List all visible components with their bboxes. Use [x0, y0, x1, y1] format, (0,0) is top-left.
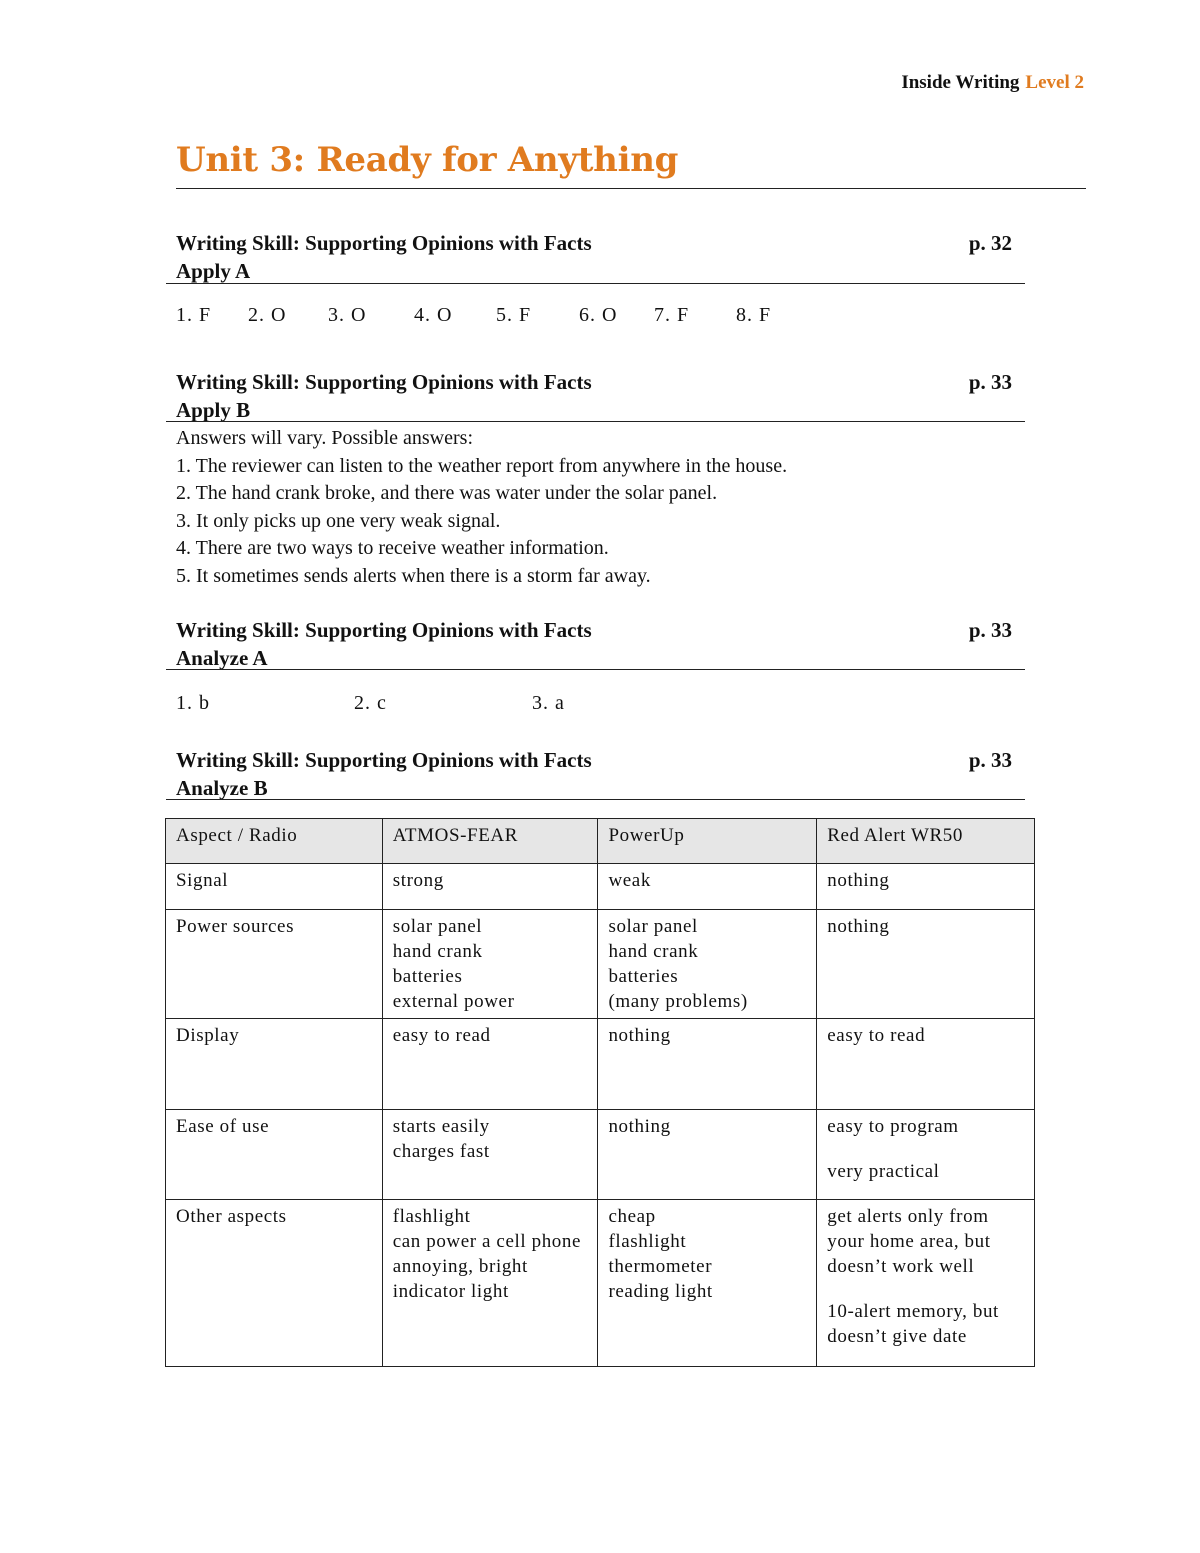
redalert-cell: [817, 1200, 1035, 1367]
activity-title: Apply A: [176, 259, 251, 283]
powerup-cell: [598, 1019, 817, 1110]
cell-line: charges fast: [392, 1141, 490, 1162]
aspect-cell: Ease of use: [166, 1110, 383, 1200]
cell-line: flashlight: [392, 1206, 471, 1227]
section-divider: [166, 669, 1025, 670]
answer-item: 3. a: [532, 692, 565, 714]
cell-line: starts easily: [392, 1116, 490, 1137]
aspect-cell: Signal: [166, 864, 383, 910]
cell-line: nothing: [608, 1116, 671, 1137]
answer-item: 7. F: [654, 304, 690, 326]
column-header: ATMOS-FEAR: [382, 819, 598, 864]
cell-line: easy to read: [827, 1025, 926, 1046]
cell-line: easy to program: [827, 1116, 959, 1137]
atmos-cell: [382, 864, 598, 910]
redalert-cell: [817, 910, 1035, 1019]
cell-line: nothing: [827, 916, 890, 937]
page-reference: p. 33: [968, 618, 1012, 642]
answer-line: 3. It only picks up one very weak signal.: [176, 509, 501, 532]
atmos-cell: [382, 910, 598, 1019]
skill-title: Writing Skill: Supporting Opinions with Facts: [176, 748, 592, 772]
answer-line: 2. The hand crank broke, and there was water under the solar panel.: [176, 482, 718, 504]
answer-intro: Answers will vary. Possible answers:: [176, 427, 474, 449]
column-header: PowerUp: [598, 819, 817, 864]
cell-line: hand crank: [392, 941, 483, 962]
answer-item: 4. O: [414, 304, 453, 326]
redalert-cell: [817, 1019, 1035, 1110]
skill-title: Writing Skill: Supporting Opinions with Facts: [176, 231, 592, 255]
cell-spacer: [827, 1139, 1024, 1159]
table-header-row: [166, 819, 1035, 864]
running-header: [901, 72, 1084, 94]
cell-line: external power: [392, 991, 515, 1012]
answer-item: 2. c: [354, 692, 387, 714]
section-heading-analyze-b: [176, 746, 1012, 802]
aspect-cell: Display: [166, 1019, 383, 1110]
answer-line: 4. There are two ways to receive weather information.: [176, 537, 609, 559]
table-row: [166, 1200, 1035, 1367]
page-reference: p. 33: [968, 370, 1012, 394]
column-header: Red Alert WR50: [817, 819, 1035, 864]
cell-line: solar panel: [608, 916, 698, 937]
cell-line: thermometer: [608, 1256, 713, 1277]
section-divider: [166, 799, 1025, 800]
answer-item: 5. F: [496, 304, 532, 326]
table-row: [166, 1019, 1035, 1110]
section-heading-apply-b: [176, 368, 1012, 424]
cell-line: can power a cell phone: [392, 1231, 582, 1252]
atmos-cell: [382, 1200, 598, 1367]
table-row: [166, 864, 1035, 910]
section-divider: [166, 421, 1025, 422]
answer-item: 3. O: [328, 304, 367, 326]
cell-line: easy to read: [392, 1025, 491, 1046]
section-heading-apply-a: [176, 229, 1012, 285]
activity-title: Analyze A: [176, 646, 268, 670]
answer-item: 8. F: [736, 304, 772, 326]
table-row: [166, 910, 1035, 1019]
cell-line: 10-alert memory, but doesn’t give date: [827, 1301, 999, 1347]
cell-line: batteries: [392, 966, 463, 987]
cell-line: weak: [608, 870, 651, 891]
activity-title: Analyze B: [176, 776, 268, 800]
redalert-cell: [817, 864, 1035, 910]
cell-line: cheap: [608, 1206, 656, 1227]
apply-b-answers: [176, 425, 787, 590]
powerup-cell: [598, 1110, 817, 1200]
cell-line: very practical: [827, 1161, 940, 1182]
cell-line: reading light: [608, 1281, 713, 1302]
cell-line: strong: [392, 870, 444, 891]
page-reference: p. 32: [968, 231, 1012, 255]
book-title: Inside Writing: [901, 72, 1020, 93]
cell-spacer: [827, 1279, 1024, 1299]
atmos-cell: [382, 1110, 598, 1200]
powerup-cell: [598, 864, 817, 910]
column-header: Aspect / Radio: [166, 819, 383, 864]
powerup-cell: [598, 1200, 817, 1367]
cell-line: (many problems): [608, 991, 748, 1012]
powerup-cell: [598, 910, 817, 1019]
section-heading-analyze-a: [176, 616, 1012, 672]
answer-item: 1. b: [176, 692, 210, 714]
section-divider: [166, 283, 1025, 284]
cell-line: hand crank: [608, 941, 699, 962]
cell-line: annoying, bright indicator light: [392, 1256, 528, 1302]
cell-line: nothing: [827, 870, 890, 891]
aspect-cell: Power sources: [166, 910, 383, 1019]
cell-line: get alerts only from your home area, but doesn’t work well: [827, 1206, 991, 1277]
cell-line: nothing: [608, 1025, 671, 1046]
table-row: [166, 1110, 1035, 1200]
atmos-cell: [382, 1019, 598, 1110]
answer-item: 6. O: [579, 304, 618, 326]
book-level: Level 2: [1025, 72, 1084, 93]
skill-title: Writing Skill: Supporting Opinions with Facts: [176, 370, 592, 394]
cell-line: batteries: [608, 966, 679, 987]
aspect-cell: Other aspects: [166, 1200, 383, 1367]
activity-title: Apply B: [176, 398, 251, 422]
cell-line: flashlight: [608, 1231, 687, 1252]
unit-title: Unit 3: Ready for Anything: [176, 140, 679, 180]
answer-item: 1. F: [176, 304, 212, 326]
comparison-table: [165, 818, 1035, 1367]
title-divider: [176, 188, 1086, 189]
skill-title: Writing Skill: Supporting Opinions with Facts: [176, 618, 592, 642]
answer-line: 5. It sometimes sends alerts when there is a storm far away.: [176, 564, 651, 587]
answer-item: 2. O: [248, 304, 287, 326]
answer-line: 1. The reviewer can listen to the weather report from anywhere in the house.: [176, 454, 788, 477]
cell-line: solar panel: [392, 916, 483, 937]
redalert-cell: [817, 1110, 1035, 1200]
page-reference: p. 33: [968, 748, 1012, 772]
